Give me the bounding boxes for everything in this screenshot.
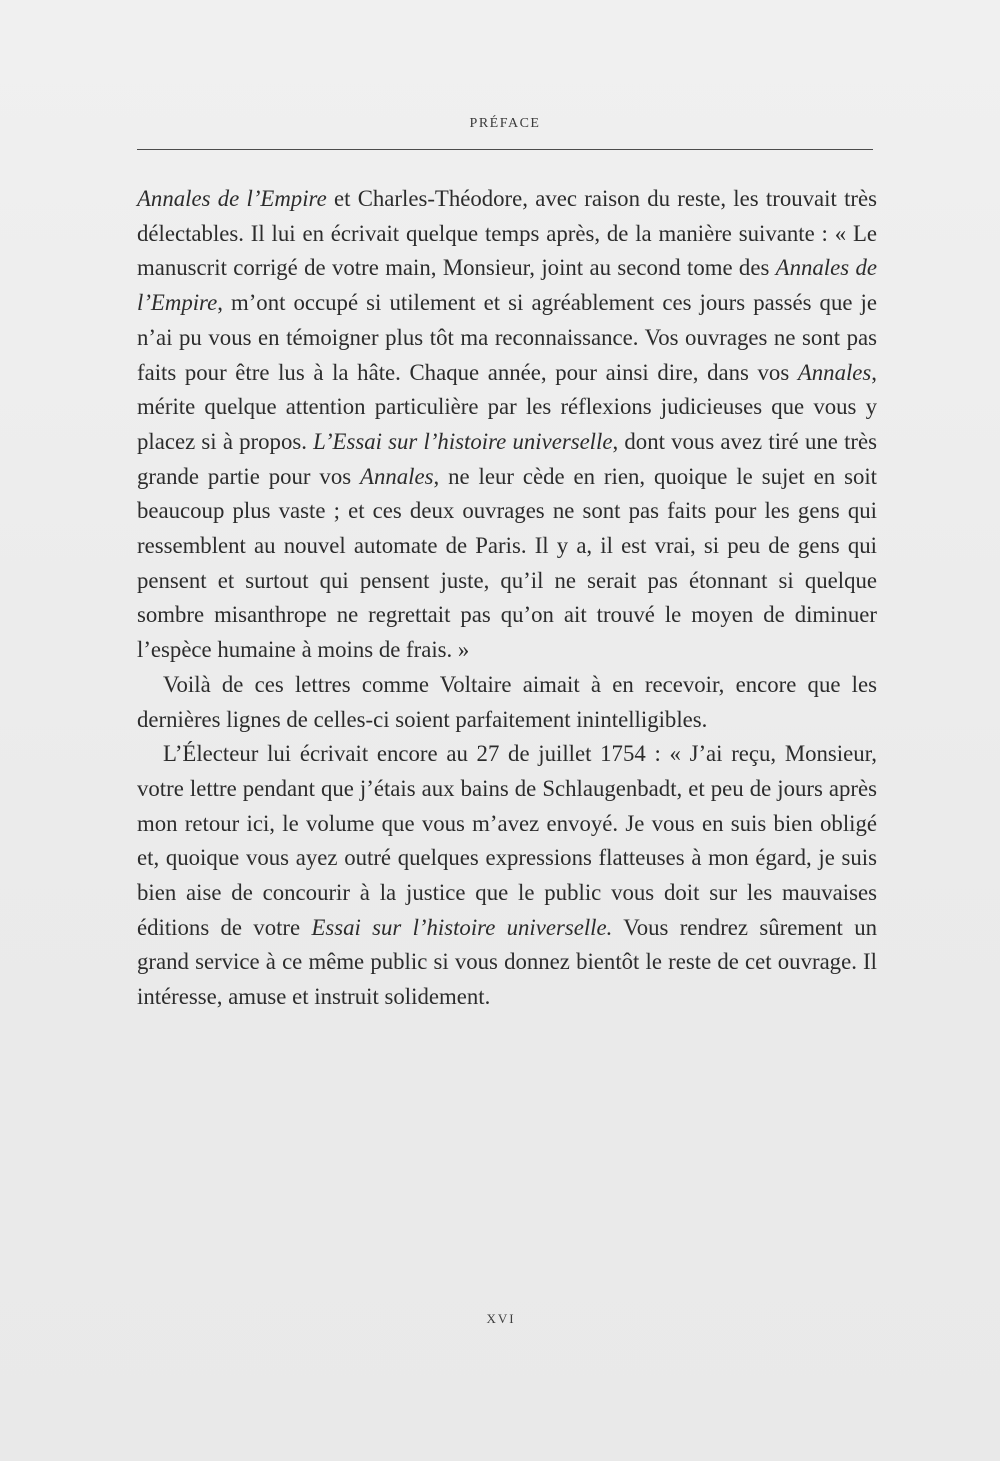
paragraph-1-text-4: , dont vous avez tiré une très grande partie pour vos — [137, 428, 877, 489]
italic-title-4: L’Essai sur l’histoire universelle — [313, 428, 613, 454]
paragraph-3 — [137, 737, 877, 1015]
header-rule — [137, 149, 873, 150]
paragraph-3-text-1: L’Électeur lui écrivait encore au 27 de juillet 1754 : « J’ai reçu, Monsieur, votre lettre pendant que j’étais aux bains de Schlaugenbadt, et peu de jours après mon retour ici, le volume que vous m’avez envoyé. Je vous en suis bien obligé et, quoique vous ayez outré quelques expressions flatteuses à mon égard, je suis bien aise de concourir à la justice que le public vous doit sur les mauvaises éditions de votre — [137, 741, 877, 940]
page-body — [137, 182, 877, 1015]
italic-title-2: Annales de l’Empire — [137, 255, 877, 316]
running-head: PRÉFACE — [469, 116, 541, 131]
paragraph-2: Voilà de ces lettres comme Voltaire aimait à en recevoir, encore que les dernières lignes de celles-ci soient parfaitement inintelligibles. — [137, 671, 877, 732]
paragraph-1-text-2: , m’ont occupé si utilement et si agréablement ces jours passés que je n’ai pu vous en témoigner plus tôt ma reconnaissance. Vos ouvrages ne sont pas faits pour être lus à la hâte. Chaque année, pour ainsi dire, dans vos — [137, 290, 877, 385]
paragraph-1 — [137, 182, 877, 668]
italic-title-3: Annales — [797, 359, 872, 385]
paragraph-1-text-1: et Charles-Théodore, avec raison du reste, les trouvait très délectables. Il lui en écrivait quelque temps après, de la manière suivante : « Le manuscrit corrigé de votre main, Monsieur, joint au second tome des — [137, 186, 877, 281]
paragraph-3-text-2: Vous rendrez sûrement un grand service à ce même public si vous donnez bientôt le reste de cet ouvrage. Il intéresse, amuse et instruit solidement. — [137, 914, 877, 1010]
paragraph-1-text-3: , mérite quelque attention particulière par les réflexions judicieuses que vous y placez si à propos. — [137, 359, 877, 454]
paragraph-1-text-5: , ne leur cède en rien, quoique le sujet en soit beaucoup plus vaste ; et ces deux ouvrages ne sont pas faits pour les gens qui ressemblent au nouvel automate de Paris. Il y a, il est vrai, si peu de gens qui pensent et surtout qui pensent juste, qu’il ne serait pas étonnant si quelque sombre misanthrope ne regrettait pas qu’on ait trouvé le moyen de diminuer l’espèce humaine à moins de frais. » — [137, 463, 878, 663]
italic-title-5: Annales — [360, 463, 434, 489]
page-number: XVI — [486, 1311, 516, 1326]
italic-title-1: Annales de l’Empire — [137, 186, 327, 211]
italic-title-6: Essai sur l’histoire universelle. — [311, 914, 613, 940]
